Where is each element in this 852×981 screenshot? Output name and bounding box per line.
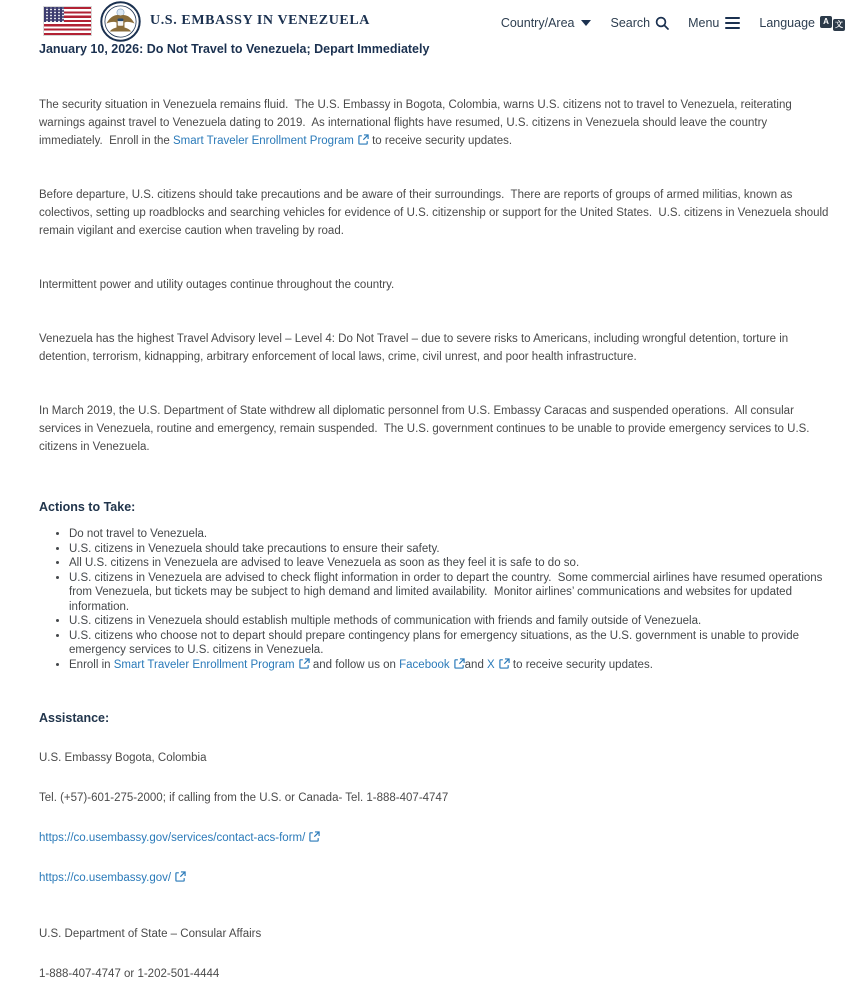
actions-list [39,527,830,672]
assistance-contact-form [39,831,830,845]
action-item: • U.S. citizens who choose not to depart should prepare contingency plans for emergency situations, as the U.S. government is unable to provide emergency services to U.S. citizens in Venezuela. [69,629,830,658]
paragraph-text: The security situation in Venezuela remains fluid. The U.S. Embassy in Bogota, Colombia, warns U.S. citizens not to travel to Venezuela, reiterating warnings against travel to Venezuela dating to 2019. As international flights have resumed, U.S. citizens in Venezuela should leave the country immediately. Enroll in the [39,99,795,147]
external-link-icon [454,658,465,669]
us-flag-icon [44,7,91,35]
assistance-embassy: U.S. Embassy Bogota, Colombia [39,752,207,764]
page-title: January 10, 2026: Do Not Travel to Venezuela; Depart Immediately [39,42,430,56]
site-header [0,0,852,41]
action-item: • U.S. citizens in Venezuela should establish multiple methods of communication with friends and family outside of Venezuela. [69,614,830,629]
action-item: • U.S. citizens in Venezuela are advised to check flight information in order to depart the country. Some commercial airlines have resumed operations from Venezuela, but tickets may be subject to high demand and limited availability. Monitor airlines’ communications and websites for updated information. [69,571,830,615]
nav-language-label: Language [759,16,815,30]
nav-menu-label: Menu [688,16,720,30]
menu-icon [725,17,740,30]
external-link-icon [299,658,310,669]
embassy-brand [44,1,370,42]
nav-search[interactable] [610,16,669,30]
assistance-embassy-site [39,871,830,885]
paragraph-security-situation [39,96,830,150]
facebook-link[interactable]: Facebook [399,659,465,671]
external-link-icon [309,831,320,842]
dept-of-state-line: U.S. Department of State – Consular Affairs [39,928,262,940]
paragraph-before-departure: Before departure, U.S. citizens should take precautions and be aware of their surroundings. There are reports of groups of armed militias, known as colectivos, setting up roadblocks and searching vehicles for evidence of U.S. citizenship or support for the United States. U.S. citizens in Venezuela should remain vigilant and exercise caution when traveling by road. [39,189,832,237]
search-icon [655,16,669,30]
usembassy-site-link[interactable]: https://co.usembassy.gov/ [39,872,186,884]
assistance-heading: Assistance: [39,711,110,725]
action-item: • Do not travel to Venezuela. [69,527,830,542]
external-link-icon [175,871,186,882]
nav-country-area[interactable] [501,16,592,30]
external-link-icon [499,658,510,669]
actions-heading: Actions to Take: [39,500,136,514]
nav-menu[interactable] [688,16,740,30]
assistance-telephone: Tel. (+57)-601-275-2000; if calling from the U.S. or Canada- Tel. 1-888-407-4747 [39,792,449,804]
assistance-section [39,711,830,981]
caret-down-icon [581,20,591,26]
flag-canton [44,7,64,22]
nav-country-area-label: Country/Area [500,16,575,30]
contact-acs-form-link[interactable]: https://co.usembassy.gov/services/contact-acs-form/ [39,832,320,844]
top-nav [501,16,845,31]
x-link[interactable]: X [487,659,510,671]
paragraph-travel-advisory: Venezuela has the highest Travel Advisory level – Level 4: Do Not Travel – due to severe risks to Americans, including wrongful detention, torture in detention, terrorism, kidnapping, arbitrary enforcement of local laws, crime, civil unrest, and poor health infrastructure. [39,333,792,363]
paragraph-text: to receive security updates. [368,135,513,147]
embassy-seal-icon [100,1,141,42]
nav-language[interactable] [759,16,845,31]
consular-affairs-section [39,927,830,981]
paragraph-power-outages: Intermittent power and utility outages continue throughout the country. [39,279,395,291]
step-link[interactable]: Smart Traveler Enrollment Program [173,135,369,147]
alert-document [0,42,852,981]
action-item: • U.S. citizens in Venezuela should take precautions to ensure their safety. [69,542,830,557]
external-link-icon [358,134,369,145]
dept-phones-line: 1-888-407-4747 or 1-202-501-4444 [39,968,220,980]
paragraph-suspended-operations: In March 2019, the U.S. Department of State withdrew all diplomatic personnel from U.S. Embassy Caracas and suspended operations. All consular services in Venezuela, routine and emergency, remain suspended. The U.S. government continues to be unable to provide emergency services to U.S. citizens in Venezuela. [39,405,813,453]
language-icon: A 文 [820,16,845,31]
step-link[interactable]: Smart Traveler Enrollment Program [114,659,310,671]
site-title: U.S. EMBASSY IN VENEZUELA [150,13,370,28]
nav-search-label: Search [610,16,651,30]
action-item: • All U.S. citizens in Venezuela are advised to leave Venezuela as soon as they feel it is safe to do so. [69,556,830,571]
action-item-enroll: • Enroll in Smart Traveler Enrollment Program and follow us on Facebook and X to receive security updates. [69,658,830,673]
